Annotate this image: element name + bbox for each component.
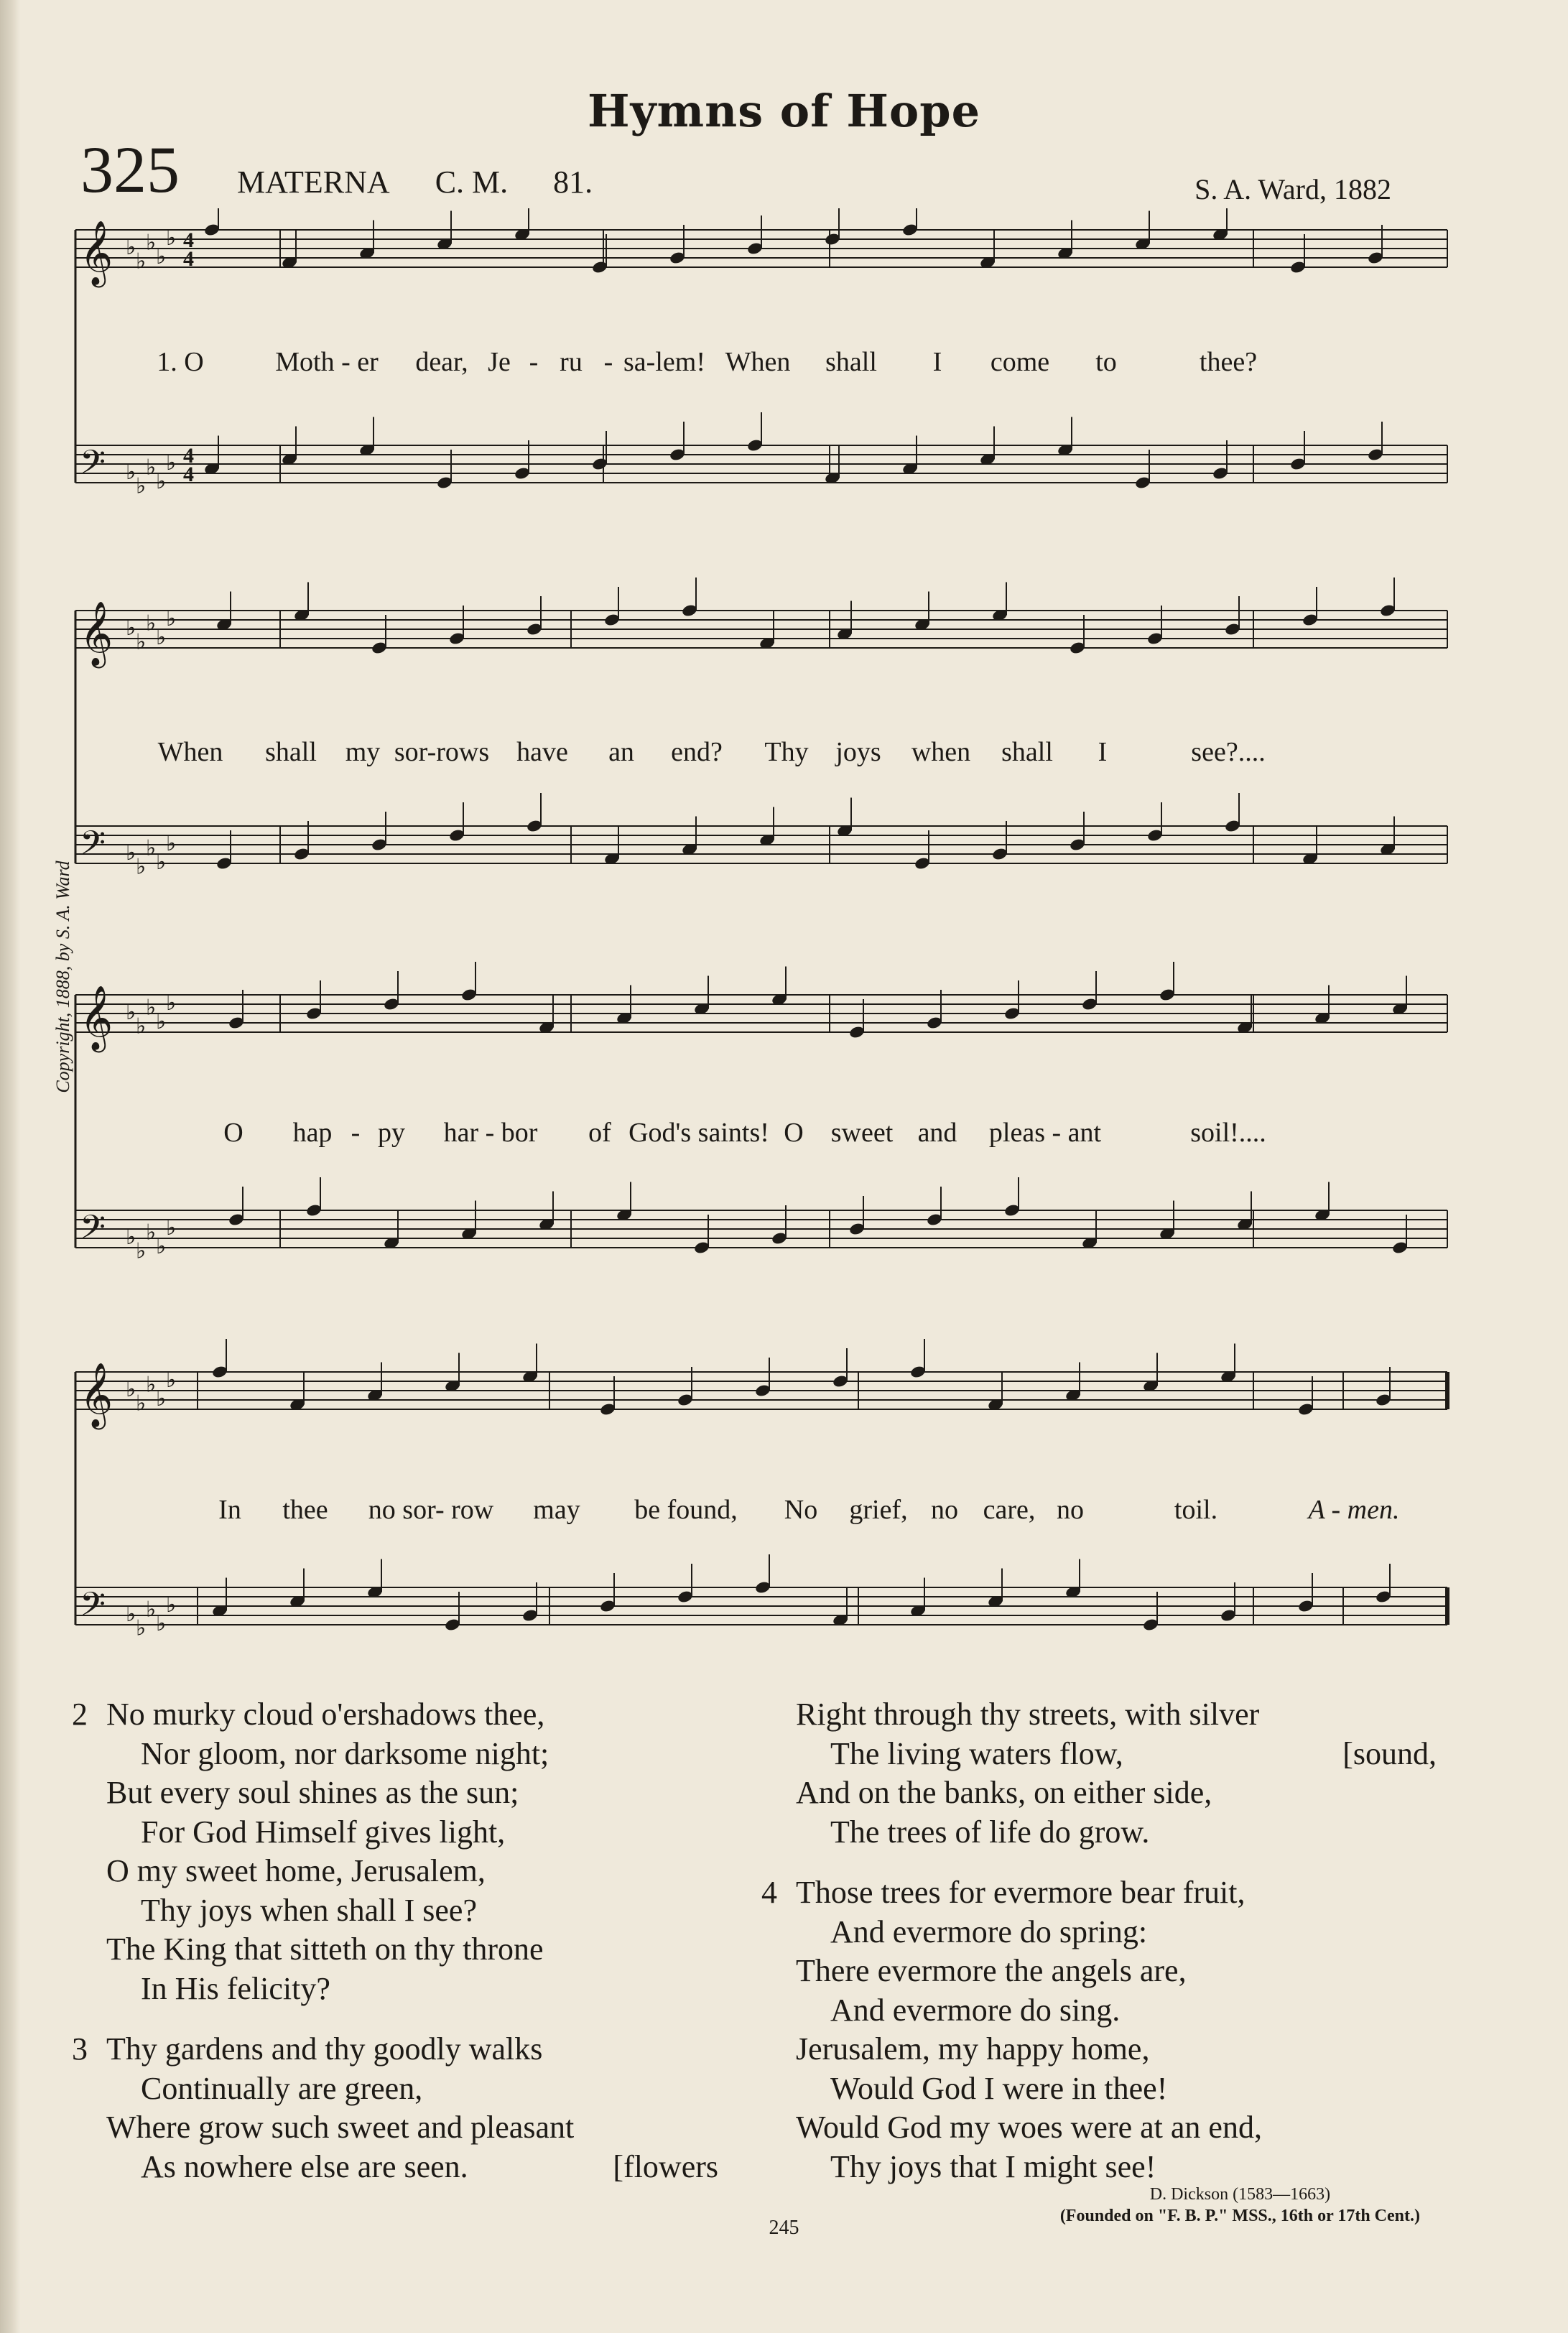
page-number: 245 bbox=[769, 2217, 799, 2239]
score-staves bbox=[68, 208, 1455, 1674]
lyric-syllable: have bbox=[516, 737, 568, 767]
flat-sign-icon: ♭ bbox=[156, 626, 167, 649]
lyric-syllable: see?.... bbox=[1191, 737, 1266, 767]
credit-author: D. Dickson (1583—1663) bbox=[1149, 2185, 1331, 2204]
flat-sign-icon: ♭ bbox=[156, 850, 167, 874]
lyric-syllable: no bbox=[1057, 1495, 1084, 1525]
verse-line: Thy joys when shall I see? bbox=[141, 1892, 477, 1928]
lyric-syllable: of bbox=[588, 1118, 611, 1148]
lyric-syllable: care, bbox=[983, 1495, 1036, 1525]
flat-sign-icon: ♭ bbox=[146, 1597, 157, 1622]
flat-sign-icon: ♭ bbox=[156, 470, 167, 493]
lyric-syllable: I bbox=[932, 347, 942, 377]
treble-clef-icon: 𝄞 bbox=[80, 986, 113, 1049]
music-score bbox=[68, 208, 1455, 1674]
flat-sign-icon: ♭ bbox=[146, 455, 157, 480]
verse-number: 2 bbox=[72, 1697, 88, 1732]
lyric-syllable: no sor- row bbox=[368, 1495, 494, 1525]
flat-sign-icon: ♭ bbox=[166, 451, 177, 475]
lyric-syllable: sa-lem! bbox=[623, 347, 705, 377]
verse-number: 3 bbox=[72, 2031, 88, 2067]
flat-sign-icon: ♭ bbox=[126, 1603, 136, 1626]
lyric-syllable: No bbox=[784, 1495, 818, 1525]
copyright-text: Copyright, 1888, by S. A. Ward bbox=[52, 861, 73, 1093]
lyric-syllable: toil. bbox=[1174, 1495, 1218, 1525]
lyric-syllable: Je bbox=[488, 347, 511, 377]
flat-sign-icon: ♭ bbox=[136, 249, 147, 274]
lyric-syllable: har - bor bbox=[443, 1118, 538, 1148]
flat-sign-icon: ♭ bbox=[126, 841, 136, 865]
lyric-syllable: When bbox=[725, 347, 791, 377]
lyric-syllable: shall bbox=[825, 347, 877, 377]
verse-line: 3 Thy gardens and thy goodly walks bbox=[72, 2030, 761, 2069]
lyric-syllable: O bbox=[784, 1118, 804, 1148]
lyric-syllable: my bbox=[345, 737, 381, 767]
lyric-syllable: In bbox=[218, 1495, 241, 1525]
flat-sign-icon: ♭ bbox=[166, 1216, 177, 1240]
lyric-syllable: I bbox=[1098, 737, 1108, 767]
lyric-syllable: end? bbox=[671, 737, 723, 767]
page-binding-shadow bbox=[0, 0, 20, 2333]
hymn-number: 325 bbox=[80, 133, 180, 206]
lyric-syllable: no bbox=[931, 1495, 958, 1525]
verse-turnover: [flowers bbox=[613, 2148, 718, 2184]
lyric-syllable: sor-rows bbox=[394, 737, 490, 767]
lyric-syllable: ru bbox=[560, 347, 583, 377]
tune-info bbox=[237, 164, 630, 200]
bass-clef-icon: 𝄢 bbox=[80, 825, 106, 870]
flat-sign-icon: ♭ bbox=[126, 1001, 136, 1024]
flat-sign-icon: ♭ bbox=[136, 855, 147, 879]
verses-left-column bbox=[72, 1695, 761, 2208]
lyric-syllable: Moth - er bbox=[275, 347, 379, 377]
verse-line: 2 No murky cloud o'ershadows thee, bbox=[72, 1695, 761, 1735]
lyric-syllable: A - men. bbox=[1308, 1495, 1400, 1525]
verse-line: Where grow such sweet and pleasant bbox=[106, 2110, 575, 2145]
time-signature-bottom: 4 bbox=[183, 247, 194, 271]
flat-sign-icon: ♭ bbox=[146, 231, 157, 255]
flat-sign-icon: ♭ bbox=[146, 611, 157, 636]
lyric-syllable: - bbox=[603, 347, 613, 377]
stanza-3-continued bbox=[761, 1695, 1480, 1852]
lyric-syllable: shall bbox=[265, 737, 317, 767]
lyric-syllable: py bbox=[378, 1118, 405, 1148]
time-signature-top: 4 bbox=[183, 444, 194, 468]
flat-sign-icon: ♭ bbox=[126, 616, 136, 640]
verse-line: As nowhere else are seen. [flowers bbox=[72, 2148, 761, 2187]
flat-sign-icon: ♭ bbox=[156, 1387, 167, 1411]
credit-source: (Founded on "F. B. P." MSS., 16th or 17th Cent.) bbox=[1059, 2207, 1420, 2225]
tune-meter: C. M. bbox=[435, 164, 509, 200]
verse-number: 4 bbox=[761, 1875, 777, 1910]
flat-sign-icon: ♭ bbox=[166, 991, 177, 1015]
verse-line: The King that sitteth on thy throne bbox=[106, 1931, 544, 1967]
lyric-syllable: may bbox=[533, 1495, 580, 1525]
lyric-syllable: when bbox=[911, 737, 971, 767]
lyric-syllable: joys bbox=[835, 737, 881, 767]
flat-sign-icon: ♭ bbox=[166, 226, 177, 250]
lyric-syllable: and bbox=[917, 1118, 957, 1148]
flat-sign-icon: ♭ bbox=[136, 1239, 147, 1263]
lyric-syllable: hap bbox=[292, 1118, 333, 1148]
lyric-syllable: - bbox=[529, 347, 539, 377]
lyric-syllable: soil!.... bbox=[1190, 1118, 1266, 1148]
lyric-syllable: dear, bbox=[415, 347, 468, 377]
flat-sign-icon: ♭ bbox=[166, 1368, 177, 1392]
composer: S. A. Ward, 1882 bbox=[1194, 173, 1391, 205]
verse-line: Right through thy streets, with silver bbox=[796, 1697, 1260, 1732]
lyric-syllable: to bbox=[1095, 347, 1117, 377]
verse-line: And on the banks, on either side, bbox=[796, 1775, 1212, 1810]
verse-line: Continually are green, bbox=[141, 2070, 423, 2106]
verse-line: The living waters flow, [sound, bbox=[761, 1735, 1480, 1774]
flat-sign-icon: ♭ bbox=[146, 996, 157, 1020]
tune-name: MATERNA bbox=[237, 164, 390, 200]
verse-line: Thy joys that I might see! bbox=[830, 2148, 1156, 2184]
verse-line: Would God my woes were at an end, bbox=[796, 2110, 1262, 2145]
lyric-syllable: Thy bbox=[764, 737, 809, 767]
verse-line: There evermore the angels are, bbox=[796, 1953, 1187, 1988]
page-title: Hymns of Hope bbox=[587, 85, 981, 137]
stanza-2 bbox=[72, 1695, 761, 2008]
verse-line: And evermore do sing. bbox=[830, 1992, 1121, 2028]
lyric-syllable: sweet bbox=[830, 1118, 894, 1148]
lyric-syllable: When bbox=[157, 737, 223, 767]
verse-turnover: [sound, bbox=[1342, 1735, 1437, 1771]
stanza-4 bbox=[761, 1873, 1480, 2186]
tune-meter-number: 81. bbox=[553, 164, 593, 200]
bass-clef-icon: 𝄢 bbox=[80, 445, 106, 489]
lyric-syllable: thee? bbox=[1199, 347, 1258, 377]
flat-sign-icon: ♭ bbox=[166, 1593, 177, 1617]
verse-line: For God Himself gives light, bbox=[141, 1814, 506, 1850]
lyric-syllable: God's saints! bbox=[628, 1118, 769, 1148]
verse-line: O my sweet home, Jerusalem, bbox=[106, 1853, 486, 1888]
flat-sign-icon: ♭ bbox=[136, 1616, 147, 1641]
verse-line: 4 Those trees for evermore bear fruit, bbox=[761, 1873, 1480, 1913]
flat-sign-icon: ♭ bbox=[136, 1391, 147, 1416]
flat-sign-icon: ♭ bbox=[156, 245, 167, 269]
verse-line: And evermore do spring: bbox=[830, 1914, 1148, 1949]
flat-sign-icon: ♭ bbox=[126, 1378, 136, 1401]
lyric-syllable: an bbox=[608, 737, 634, 767]
lyric-syllable: grief, bbox=[849, 1495, 908, 1525]
lyric-syllable: come bbox=[990, 347, 1050, 377]
verse-line: In His felicity? bbox=[141, 1970, 330, 2006]
lyric-syllable: - bbox=[351, 1118, 361, 1148]
flat-sign-icon: ♭ bbox=[166, 607, 177, 631]
time-signature-bottom: 4 bbox=[183, 463, 194, 486]
flat-sign-icon: ♭ bbox=[126, 236, 136, 259]
lyric-syllable: pleas - ant bbox=[988, 1118, 1102, 1148]
flat-sign-icon: ♭ bbox=[136, 630, 147, 654]
flat-sign-icon: ♭ bbox=[156, 1010, 167, 1034]
bass-clef-icon: 𝄢 bbox=[80, 1210, 106, 1254]
verse-line: But every soul shines as the sun; bbox=[106, 1775, 519, 1810]
verse-line: The trees of life do grow. bbox=[830, 1814, 1150, 1850]
flat-sign-icon: ♭ bbox=[126, 1225, 136, 1249]
treble-clef-icon: 𝄞 bbox=[80, 1363, 113, 1426]
flat-sign-icon: ♭ bbox=[156, 1235, 167, 1258]
verse-line: Jerusalem, my happy home, bbox=[796, 2031, 1150, 2067]
lyric-syllable: O bbox=[223, 1118, 243, 1148]
flat-sign-icon: ♭ bbox=[146, 1220, 157, 1245]
verses-right-column bbox=[761, 1695, 1480, 2208]
lyric-syllable: 1. O bbox=[157, 347, 204, 377]
flat-sign-icon: ♭ bbox=[156, 1612, 167, 1636]
verse-line: Nor gloom, nor darksome night; bbox=[141, 1735, 549, 1771]
flat-sign-icon: ♭ bbox=[136, 474, 147, 498]
treble-clef-icon: 𝄞 bbox=[80, 221, 113, 284]
flat-sign-icon: ♭ bbox=[136, 1014, 147, 1039]
bass-clef-icon: 𝄢 bbox=[80, 1587, 106, 1631]
lyric-syllable: thee bbox=[282, 1495, 328, 1525]
treble-clef-icon: 𝄞 bbox=[80, 602, 113, 664]
flat-sign-icon: ♭ bbox=[126, 460, 136, 484]
lyric-syllable: shall bbox=[1001, 737, 1053, 767]
flat-sign-icon: ♭ bbox=[146, 1373, 157, 1397]
stanza-3 bbox=[72, 2030, 761, 2186]
lyric-syllable: be found, bbox=[634, 1495, 738, 1525]
verse-line: Would God I were in thee! bbox=[830, 2070, 1168, 2106]
time-signature-top: 4 bbox=[183, 228, 194, 252]
flat-sign-icon: ♭ bbox=[166, 832, 177, 855]
flat-sign-icon: ♭ bbox=[146, 836, 157, 861]
